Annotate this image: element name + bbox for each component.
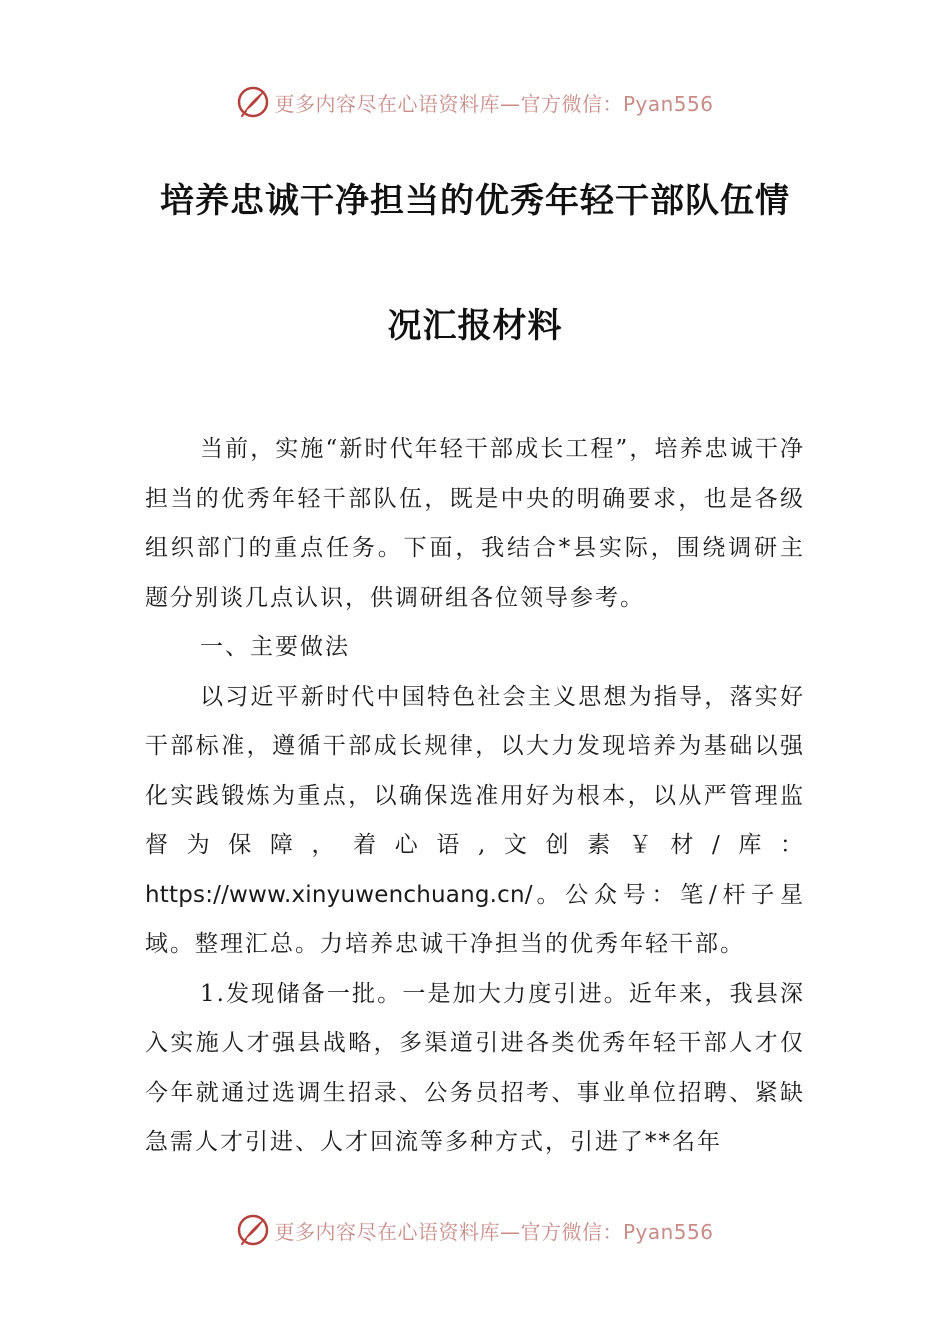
quill-pen-logo-icon: [236, 1213, 270, 1247]
paragraph-discover-reserve: 1.发现储备一批。一是加大力度引进。近年来，我县深入实施人才强县战略，多渠道引进各类优秀年轻干部人才仅今年就通过选调生招录、公务员招考、事业单位招聘、紧缺急需人才引进、人才回流等多种方式，引进了**名年: [145, 980, 805, 1155]
watermark-text: 更多内容尽在心语资料库—官方微信：Pyan556: [274, 91, 714, 116]
document-title-line-2: 况汇报材料: [387, 306, 563, 346]
document-body: [145, 425, 805, 1168]
watermark-text: 更多内容尽在心语资料库—官方微信：Pyan556: [274, 1219, 714, 1244]
document-title-line-1: 培养忠诚干净担当的优秀年轻干部队伍情: [160, 181, 790, 221]
header-watermark-banner: [0, 80, 950, 124]
website-url: https://www.xinyuwenchuang.cn/: [145, 881, 533, 908]
paragraph-text: 以习近平新时代中国特色社会主义思想为指导，落实好干部标准，遵循干部成长规律，以大力发现培养为基础以强化实践锻炼为重点，以确保选准用好为根本，以从严管理监督为保障，着心语,文创素￥材/库：: [145, 683, 805, 858]
footer-watermark-banner: [0, 1208, 950, 1252]
section-heading: 一、主要做法: [200, 634, 350, 660]
paragraph-intro: 当前，实施“新时代年轻干部成长工程”，培养忠诚干净担当的优秀年轻干部队伍，既是中央的明确要求，也是各级组织部门的重点任务。下面，我结合*县实际，围绕调研主题分别谈几点认识，供调研组各位领导参考。: [145, 436, 805, 611]
quill-pen-logo-icon: [236, 85, 270, 119]
paragraph-main-approach: [145, 673, 805, 970]
paragraph-text-continued: 。公众号：笔/杆子星域。整理汇总。力培养忠诚干净担当的优秀年轻干部。: [145, 881, 805, 957]
